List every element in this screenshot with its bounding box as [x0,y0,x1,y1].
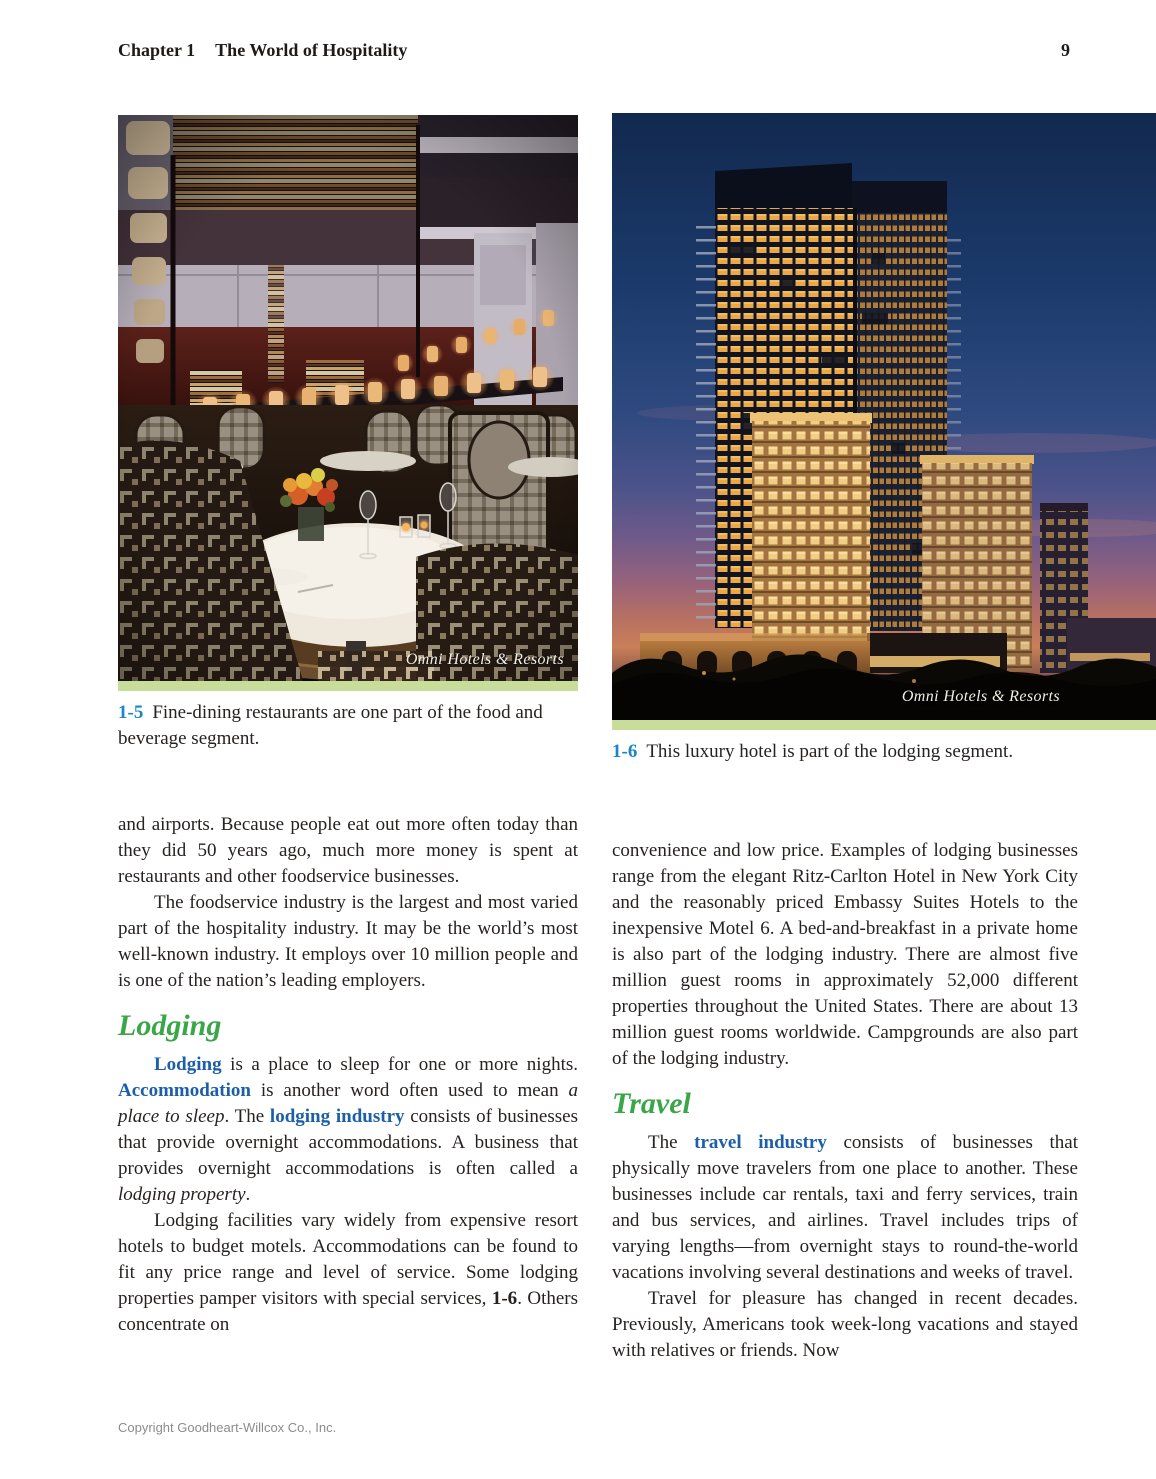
body-paragraph: The travel industry consists of businesses that physically move travelers from one place to another. These businesses include car rentals, taxi and ferry services, train and bus services, and airlines. Travel includes trips of varying lengths—from overnight stays to round-the-world vacations involving several destinations and weeks of travel. [612,1132,1079,1283]
figure-caption-text: This luxury hotel is part of the lodging segment. [646,741,1014,762]
section-heading-lodging: Lodging [118,1009,222,1042]
left-text-column [118,812,578,1338]
body-paragraph: and airports. Because people eat out more often today than they did 50 years ago, much more money is spent at restaurants and other foodservice businesses. [118,814,578,887]
figure-caption-text: Fine-dining restaurants are one part of the food and beverage segment. [118,702,543,749]
right-text-column [612,838,1078,1364]
body-paragraph: Travel for pleasure has changed in recent decades. Previously, Americans took week-long vacations and stayed with relatives or friends. Now [612,1288,1078,1361]
photo-credit: Omni Hotels & Resorts [901,688,1060,705]
hotel-photo [612,113,1156,720]
body-paragraph: Lodging facilities vary widely from expensive resort hotels to budget motels. Accommodations can be found to fit any price range and level of service. Some lodging properties pamper visitors with special services, 1-6. Others concentrate on [118,1210,579,1335]
section-heading-travel: Travel [612,1087,691,1120]
figure-divider-bar [118,681,578,691]
figure-1-6-caption [612,739,1052,765]
restaurant-photo-illustration [118,115,578,681]
body-paragraph: Lodging is a place to sleep for one or more nights. Accommodation is another word often used to mean a place to sleep. The lodging industry consists of businesses that provide overnight accommodations. A business that provides overnight accommodations is often called a lodging property. [118,1054,578,1205]
figure-1-5-caption [118,700,568,752]
body-paragraph: convenience and low price. Examples of lodging businesses range from the elegant Ritz-Carlton Hotel in New York City and the reasonably priced Embassy Suites Hotels to the inexpensive Motel 6. A bed-and-breakfast in a private home is also part of the lodging industry. There are almost five million guest rooms in approximately 52,000 different properties throughout the United States. There are about 13 million guest rooms worldwide. Campgrounds are also part of the lodging industry. [612,840,1078,1069]
chapter-title: The World of Hospitality [215,40,408,60]
page-number: 9 [1061,40,1070,60]
figure-number: 1-5 [118,702,144,723]
figure-divider-bar [612,720,1156,730]
figure-1-6 [612,113,1156,765]
chapter-label: Chapter 1 [118,40,196,60]
hotel-photo-illustration [612,113,1156,720]
copyright-notice: Copyright Goodheart-Willcox Co., Inc. [118,1420,337,1435]
body-paragraph: The foodservice industry is the largest and most varied part of the hospitality industry. It may be the world’s most well-known industry. It employs over 10 million people and is one of the nation’s leading employers. [118,892,578,991]
figure-1-5 [118,115,578,752]
photo-credit: Omni Hotels & Resorts [405,651,564,668]
figure-number: 1-6 [612,741,638,762]
running-head [118,40,407,61]
restaurant-photo [118,115,578,681]
